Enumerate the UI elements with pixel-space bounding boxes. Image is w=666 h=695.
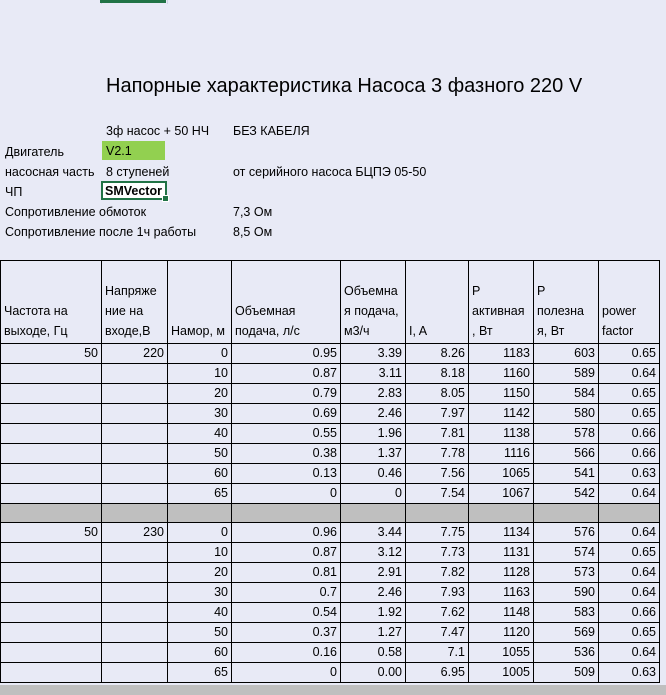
note-no-cable[interactable]: БЕЗ КАБЕЛЯ [233,124,310,138]
table-cell[interactable] [102,583,168,603]
table-cell[interactable]: 0.63 [599,464,660,484]
table-cell[interactable]: 583 [534,603,599,623]
table-cell[interactable]: 1055 [469,643,534,663]
table-cell[interactable] [102,603,168,623]
table-cell[interactable]: 542 [534,484,599,504]
table-cell[interactable]: 7.1 [406,643,469,663]
table-cell[interactable]: 60 [168,464,232,484]
separator-cell[interactable] [102,504,168,523]
table-cell[interactable]: 0.66 [599,424,660,444]
table-row [1,484,660,504]
table-cell[interactable]: 10 [168,364,232,384]
table-cell[interactable]: 1160 [469,364,534,384]
table-cell[interactable]: 50 [1,344,102,364]
table-row [1,384,660,404]
table-cell[interactable]: 7.97 [406,404,469,424]
header-flow-ls[interactable]: Объемная подача, л/с [232,261,341,344]
table-cell[interactable] [1,643,102,663]
table-cell[interactable]: 0.69 [232,404,341,424]
table-cell[interactable]: 0.55 [232,424,341,444]
table-cell[interactable]: 574 [534,543,599,563]
table-cell[interactable]: 7.73 [406,543,469,563]
table-cell[interactable]: 0.66 [599,603,660,623]
table-cell[interactable] [1,663,102,683]
table-cell[interactable]: 0.64 [599,484,660,504]
table-cell[interactable]: 536 [534,643,599,663]
table-cell[interactable]: 1067 [469,484,534,504]
table-cell[interactable]: 7.78 [406,444,469,464]
header-p-useful[interactable]: P полезна я, Вт [534,261,599,344]
table-cell[interactable]: 3.39 [341,344,406,364]
table-cell[interactable] [102,364,168,384]
table-cell[interactable]: 30 [168,583,232,603]
table-cell[interactable]: 0.65 [599,543,660,563]
table-cell[interactable]: 576 [534,523,599,543]
table-cell[interactable]: 1.27 [341,623,406,643]
table-row [1,444,660,464]
table-cell[interactable]: 0.7 [232,583,341,603]
table-cell[interactable] [1,384,102,404]
table-cell[interactable] [1,484,102,504]
table-cell[interactable]: 20 [168,384,232,404]
table-cell[interactable]: 0.63 [599,663,660,683]
table-cell[interactable]: 0 [341,484,406,504]
table-cell[interactable] [1,364,102,384]
table-cell[interactable]: 3.44 [341,523,406,543]
pump-label[interactable]: насосная часть [5,165,95,179]
resistance-after-label[interactable]: Сопротивление после 1ч работы [5,225,197,239]
table-row [1,464,660,484]
table-cell[interactable]: 3.12 [341,543,406,563]
table-cell[interactable]: 7.56 [406,464,469,484]
table-cell[interactable]: 50 [1,523,102,543]
table-cell[interactable]: 50 [168,623,232,643]
table-row [1,603,660,623]
pump-value[interactable]: 8 ступеней [106,165,170,179]
table-row [1,563,660,583]
table-cell[interactable]: 0.38 [232,444,341,464]
table-cell[interactable] [1,583,102,603]
table-cell[interactable]: 0.81 [232,563,341,583]
table-cell[interactable]: 0.65 [599,623,660,643]
engine-value: V2.1 [106,144,132,158]
table-cell[interactable]: 0.16 [232,643,341,663]
separator-cell[interactable] [341,504,406,523]
vfd-value: SMVector [105,184,162,198]
table-cell[interactable]: 573 [534,563,599,583]
pump-note[interactable]: от серийного насоса БЦПЭ 05-50 [233,165,427,179]
table-cell[interactable]: 40 [168,603,232,623]
table-cell[interactable]: 589 [534,364,599,384]
table-cell[interactable]: 0.37 [232,623,341,643]
table-cell[interactable]: 65 [168,663,232,683]
table-cell[interactable]: 60 [168,643,232,663]
table-cell[interactable]: 578 [534,424,599,444]
table-cell[interactable] [102,484,168,504]
table-cell[interactable]: 584 [534,384,599,404]
table-cell[interactable]: 1005 [469,663,534,683]
table-cell[interactable]: 40 [168,424,232,444]
table-cell[interactable] [1,543,102,563]
table-cell[interactable]: 1134 [469,523,534,543]
table-cell[interactable]: 7.75 [406,523,469,543]
table-cell[interactable] [102,543,168,563]
header-flow-m3h[interactable]: Объемна я подача, м3/ч [341,261,406,344]
table-row [1,583,660,603]
table-cell[interactable]: 0.64 [599,563,660,583]
table-cell[interactable]: 2.46 [341,404,406,424]
table-cell[interactable]: 603 [534,344,599,364]
table-cell[interactable]: 1150 [469,384,534,404]
table-cell[interactable] [102,464,168,484]
separator-row [1,504,660,523]
table-cell[interactable]: 7.93 [406,583,469,603]
table-cell[interactable]: 566 [534,444,599,464]
table-cell[interactable]: 1131 [469,543,534,563]
table-cell[interactable]: 230 [102,523,168,543]
table-cell[interactable] [1,444,102,464]
table-cell[interactable] [102,563,168,583]
table-cell[interactable]: 569 [534,623,599,643]
table-cell[interactable]: 509 [534,663,599,683]
table-cell[interactable] [102,424,168,444]
table-cell[interactable]: 1128 [469,563,534,583]
table-cell[interactable] [102,643,168,663]
table-cell[interactable] [102,444,168,464]
table-cell[interactable]: 50 [168,444,232,464]
header-frequency[interactable]: Частота на выходе, Гц [1,261,102,344]
table-cell[interactable]: 0 [168,344,232,364]
table-cell[interactable] [1,404,102,424]
table-cell[interactable]: 2.91 [341,563,406,583]
table-cell[interactable]: 1183 [469,344,534,364]
table-cell[interactable]: 1.92 [341,603,406,623]
sheet-header-area [0,0,666,260]
table-row [1,643,660,663]
separator-cell[interactable] [469,504,534,523]
sheet-title[interactable]: Напорные характеристика Насоса 3 фазного 220 V [106,75,583,97]
table-cell[interactable] [102,404,168,424]
header-current[interactable]: I, A [406,261,469,344]
table-cell[interactable]: 580 [534,404,599,424]
table-cell[interactable]: 1.96 [341,424,406,444]
table-cell[interactable]: 8.26 [406,344,469,364]
separator-cell[interactable] [168,504,232,523]
table-row [1,424,660,444]
table-cell[interactable]: 2.83 [341,384,406,404]
table-cell[interactable]: 1163 [469,583,534,603]
table-row [1,623,660,643]
table-cell[interactable]: 0.64 [599,583,660,603]
table-cell[interactable]: 0.79 [232,384,341,404]
table-cell[interactable]: 0.00 [341,663,406,683]
table-cell[interactable]: 0.58 [341,643,406,663]
header-voltage[interactable]: Напряже ние на входе,В [102,261,168,344]
table-cell[interactable]: 0.13 [232,464,341,484]
table-cell[interactable]: 0.65 [599,404,660,424]
table-cell[interactable]: 220 [102,344,168,364]
separator-cell[interactable] [232,504,341,523]
table-row [1,364,660,384]
table-cell[interactable]: 1120 [469,623,534,643]
table-row [1,523,660,543]
table-cell[interactable]: 30 [168,404,232,424]
table-cell[interactable]: 3.11 [341,364,406,384]
table-cell[interactable]: 1065 [469,464,534,484]
table-cell[interactable]: 7.81 [406,424,469,444]
header-head[interactable]: Намор, м [168,261,232,344]
table-cell[interactable]: 7.82 [406,563,469,583]
table-cell[interactable]: 541 [534,464,599,484]
engine-label[interactable]: Двигатель [5,145,64,159]
table-cell[interactable]: 0.64 [599,523,660,543]
table-row [1,663,660,683]
table-cell[interactable]: 0 [232,663,341,683]
table-cell[interactable] [1,464,102,484]
table-cell[interactable]: 0 [168,523,232,543]
table-cell[interactable]: 1116 [469,444,534,464]
table-cell[interactable]: 0.46 [341,464,406,484]
table-cell[interactable] [1,623,102,643]
table-cell[interactable]: 8.18 [406,364,469,384]
table-row [1,344,660,364]
table-cell[interactable]: 0.64 [599,364,660,384]
header-power-factor[interactable]: power factor [599,261,660,344]
table-cell[interactable]: 0.65 [599,384,660,404]
table-cell[interactable]: 0.54 [232,603,341,623]
table-cell[interactable]: 1138 [469,424,534,444]
separator-cell[interactable] [1,504,102,523]
selected-column-indicator [100,0,166,3]
separator-cell[interactable] [406,504,469,523]
table-cell[interactable]: 7.62 [406,603,469,623]
header-p-active[interactable]: P активная , Вт [469,261,534,344]
resistance-after-value[interactable]: 8,5 Ом [233,225,273,239]
table-cell[interactable]: 7.54 [406,484,469,504]
table-cell[interactable]: 0.65 [599,344,660,364]
table-cell[interactable]: 0.66 [599,444,660,464]
table-cell[interactable]: 0.64 [599,643,660,663]
table-cell[interactable]: 20 [168,563,232,583]
note-pump-config[interactable]: 3ф насос + 50 НЧ [106,124,210,138]
table-cell[interactable]: 2.46 [341,583,406,603]
table-cell[interactable] [102,663,168,683]
header-row [1,261,660,344]
table-cell[interactable]: 10 [168,543,232,563]
table-cell[interactable]: 1.37 [341,444,406,464]
column-gridline [167,0,168,4]
table-cell[interactable]: 1148 [469,603,534,623]
table-cell[interactable]: 0.96 [232,523,341,543]
table-cell[interactable]: 6.95 [406,663,469,683]
table-cell[interactable] [1,424,102,444]
separator-row [0,685,666,695]
table-cell[interactable]: 8.05 [406,384,469,404]
table-cell[interactable]: 0.95 [232,344,341,364]
table-cell[interactable]: 0 [232,484,341,504]
table-cell[interactable]: 7.47 [406,623,469,643]
table-cell[interactable] [102,623,168,643]
table-cell[interactable]: 0.87 [232,543,341,563]
table-cell[interactable] [1,603,102,623]
vfd-label[interactable]: ЧП [5,185,23,199]
resistance-label[interactable]: Сопротивление обмоток [5,205,147,219]
resistance-value[interactable]: 7,3 Ом [233,205,273,219]
table-cell[interactable] [1,563,102,583]
table-cell[interactable]: 590 [534,583,599,603]
separator-cell[interactable] [534,504,599,523]
table-row [1,404,660,424]
table-cell[interactable] [102,384,168,404]
fill-handle[interactable] [162,195,169,202]
table-row [1,543,660,563]
table-cell[interactable]: 0.87 [232,364,341,384]
table-cell[interactable]: 1142 [469,404,534,424]
pump-data-table [0,260,660,683]
table-cell[interactable]: 65 [168,484,232,504]
separator-cell[interactable] [599,504,660,523]
